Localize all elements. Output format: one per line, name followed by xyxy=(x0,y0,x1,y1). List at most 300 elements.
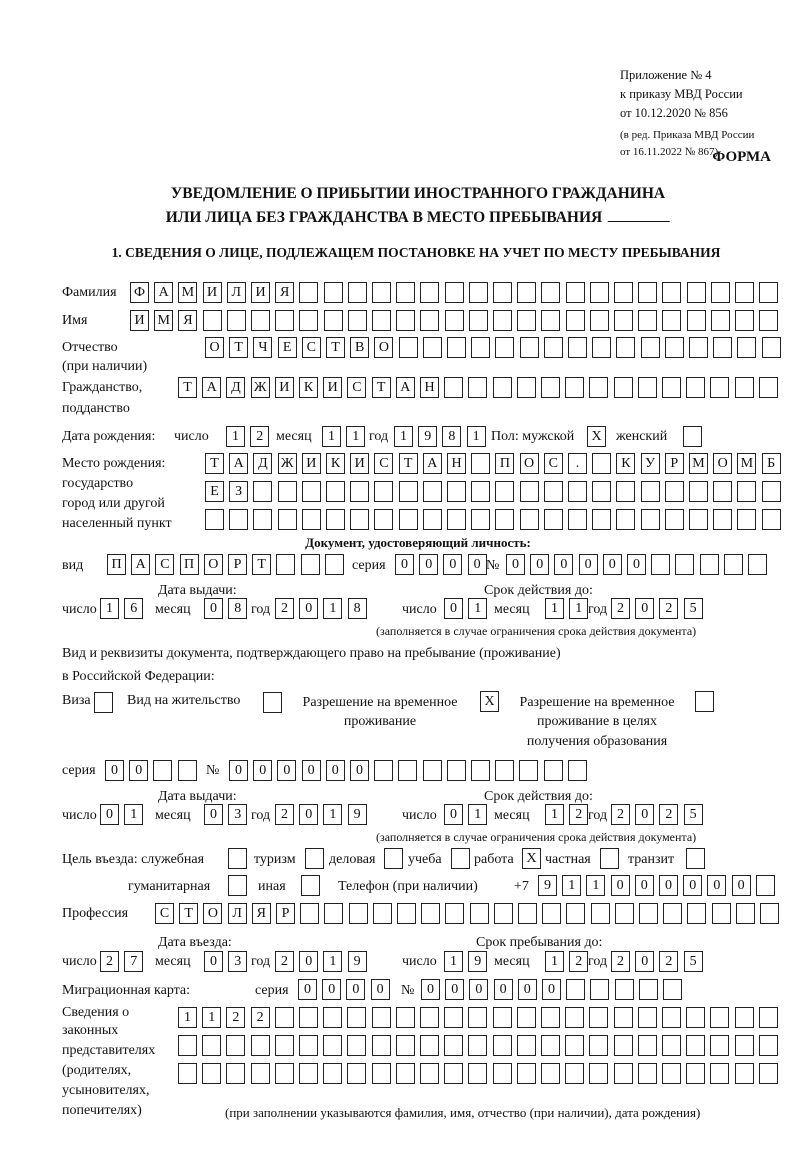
char-box[interactable] xyxy=(662,1063,681,1084)
char-box[interactable]: 1 xyxy=(444,951,463,972)
char-box[interactable] xyxy=(348,282,367,303)
char-box[interactable] xyxy=(326,481,345,502)
char-box[interactable] xyxy=(710,1035,729,1056)
char-box[interactable]: З xyxy=(229,481,248,502)
char-box[interactable] xyxy=(665,481,684,502)
char-box[interactable]: 0 xyxy=(204,598,223,619)
char-box[interactable]: 2 xyxy=(275,951,294,972)
char-box[interactable]: Б xyxy=(762,453,781,474)
char-box[interactable] xyxy=(275,1007,294,1028)
char-box[interactable] xyxy=(447,760,466,781)
char-box[interactable] xyxy=(542,903,561,924)
char-box[interactable] xyxy=(372,1035,391,1056)
char-box[interactable]: 5 xyxy=(684,804,703,825)
char-box[interactable] xyxy=(251,1035,270,1056)
char-box[interactable] xyxy=(447,509,466,530)
char-box[interactable] xyxy=(748,554,767,575)
char-box[interactable] xyxy=(759,310,778,331)
char-box[interactable] xyxy=(251,310,270,331)
char-box[interactable] xyxy=(590,310,609,331)
char-box[interactable]: 0 xyxy=(444,804,463,825)
char-box[interactable]: 3 xyxy=(228,804,247,825)
char-box[interactable] xyxy=(641,481,660,502)
char-box[interactable]: 7 xyxy=(124,951,143,972)
char-box[interactable] xyxy=(662,310,681,331)
char-box[interactable]: Р xyxy=(228,554,247,575)
char-box[interactable] xyxy=(756,875,775,896)
char-box[interactable]: 0 xyxy=(469,979,488,1000)
char-box[interactable] xyxy=(447,337,466,358)
char-box[interactable] xyxy=(760,903,779,924)
char-box[interactable]: 1 xyxy=(569,598,588,619)
char-box[interactable] xyxy=(347,1063,366,1084)
char-box[interactable] xyxy=(302,509,321,530)
char-box[interactable]: Т xyxy=(179,903,198,924)
char-box[interactable] xyxy=(544,509,563,530)
char-box[interactable]: О xyxy=(713,453,732,474)
char-box[interactable]: 1 xyxy=(202,1007,221,1028)
char-box[interactable] xyxy=(469,282,488,303)
char-box[interactable]: 0 xyxy=(506,554,525,575)
char-box[interactable]: Н xyxy=(420,377,439,398)
char-box[interactable] xyxy=(687,903,706,924)
char-box[interactable]: О xyxy=(520,453,539,474)
char-box[interactable]: 0 xyxy=(350,760,369,781)
char-box[interactable] xyxy=(638,1063,657,1084)
char-box[interactable] xyxy=(469,310,488,331)
char-box[interactable] xyxy=(495,481,514,502)
char-box[interactable] xyxy=(326,509,345,530)
char-box[interactable]: С xyxy=(347,377,366,398)
char-box[interactable]: 0 xyxy=(683,875,702,896)
char-box[interactable]: Е xyxy=(205,481,224,502)
char-box[interactable]: Е xyxy=(278,337,297,358)
char-box[interactable]: 2 xyxy=(569,951,588,972)
char-box[interactable] xyxy=(614,1007,633,1028)
char-box[interactable] xyxy=(735,1063,754,1084)
char-box[interactable]: Т xyxy=(372,377,391,398)
char-box[interactable] xyxy=(735,1007,754,1028)
char-box[interactable] xyxy=(517,282,536,303)
char-box[interactable] xyxy=(299,310,318,331)
char-box[interactable]: 0 xyxy=(100,804,119,825)
char-box[interactable]: К xyxy=(299,377,318,398)
checkbox-cell[interactable] xyxy=(228,848,247,869)
char-box[interactable]: 1 xyxy=(467,426,486,447)
char-box[interactable] xyxy=(713,481,732,502)
char-box[interactable] xyxy=(420,1063,439,1084)
char-box[interactable] xyxy=(396,1063,415,1084)
char-box[interactable] xyxy=(302,481,321,502)
char-box[interactable]: О xyxy=(204,554,223,575)
char-box[interactable]: 2 xyxy=(275,804,294,825)
char-box[interactable] xyxy=(323,1007,342,1028)
char-box[interactable] xyxy=(399,481,418,502)
char-box[interactable] xyxy=(592,481,611,502)
char-box[interactable]: Ф xyxy=(130,282,149,303)
char-box[interactable] xyxy=(178,1063,197,1084)
char-box[interactable]: 8 xyxy=(228,598,247,619)
char-box[interactable]: В xyxy=(350,337,369,358)
char-box[interactable]: 6 xyxy=(124,598,143,619)
char-box[interactable]: 0 xyxy=(229,760,248,781)
checkbox-cell[interactable] xyxy=(451,848,470,869)
char-box[interactable] xyxy=(445,310,464,331)
char-box[interactable] xyxy=(493,1035,512,1056)
char-box[interactable] xyxy=(420,310,439,331)
char-box[interactable]: С xyxy=(302,337,321,358)
char-box[interactable]: 0 xyxy=(732,875,751,896)
char-box[interactable] xyxy=(468,1063,487,1084)
char-box[interactable] xyxy=(372,282,391,303)
char-box[interactable]: К xyxy=(326,453,345,474)
char-box[interactable]: 1 xyxy=(562,875,581,896)
char-box[interactable]: . xyxy=(568,453,587,474)
char-box[interactable]: П xyxy=(495,453,514,474)
char-box[interactable] xyxy=(614,1063,633,1084)
char-box[interactable] xyxy=(444,1035,463,1056)
char-box[interactable]: 9 xyxy=(418,426,437,447)
char-box[interactable]: 1 xyxy=(178,1007,197,1028)
char-box[interactable]: С xyxy=(374,453,393,474)
char-box[interactable]: 2 xyxy=(569,804,588,825)
char-box[interactable] xyxy=(589,1007,608,1028)
char-box[interactable] xyxy=(444,377,463,398)
char-box[interactable]: 5 xyxy=(684,951,703,972)
char-box[interactable]: 2 xyxy=(659,598,678,619)
char-box[interactable] xyxy=(589,1063,608,1084)
char-box[interactable]: С xyxy=(544,453,563,474)
char-box[interactable] xyxy=(495,509,514,530)
char-box[interactable]: 1 xyxy=(468,598,487,619)
char-box[interactable] xyxy=(396,1035,415,1056)
char-box[interactable]: Р xyxy=(665,453,684,474)
char-box[interactable]: 0 xyxy=(445,979,464,1000)
char-box[interactable]: 9 xyxy=(348,804,367,825)
char-box[interactable]: 5 xyxy=(684,598,703,619)
char-box[interactable]: 0 xyxy=(371,979,390,1000)
char-box[interactable]: 9 xyxy=(468,951,487,972)
char-box[interactable] xyxy=(686,1007,705,1028)
char-box[interactable] xyxy=(278,481,297,502)
char-box[interactable] xyxy=(544,481,563,502)
char-box[interactable] xyxy=(468,1007,487,1028)
char-box[interactable]: И xyxy=(251,282,270,303)
char-box[interactable] xyxy=(275,310,294,331)
char-box[interactable]: 0 xyxy=(542,979,561,1000)
char-box[interactable] xyxy=(399,337,418,358)
char-box[interactable] xyxy=(323,1035,342,1056)
char-box[interactable] xyxy=(396,1007,415,1028)
char-box[interactable] xyxy=(711,310,730,331)
checkbox-cell[interactable] xyxy=(228,875,247,896)
char-box[interactable]: О xyxy=(203,903,222,924)
char-box[interactable] xyxy=(762,337,781,358)
char-box[interactable]: Т xyxy=(326,337,345,358)
char-box[interactable]: 2 xyxy=(659,804,678,825)
char-box[interactable]: 2 xyxy=(251,1007,270,1028)
char-box[interactable]: 0 xyxy=(518,979,537,1000)
char-box[interactable]: И xyxy=(302,453,321,474)
char-box[interactable] xyxy=(324,903,343,924)
char-box[interactable]: Т xyxy=(252,554,271,575)
char-box[interactable] xyxy=(735,310,754,331)
char-box[interactable] xyxy=(662,1035,681,1056)
char-box[interactable] xyxy=(350,509,369,530)
char-box[interactable]: Д xyxy=(253,453,272,474)
char-box[interactable] xyxy=(638,282,657,303)
char-box[interactable] xyxy=(614,310,633,331)
char-box[interactable] xyxy=(541,1063,560,1084)
char-box[interactable]: 0 xyxy=(419,554,438,575)
char-box[interactable] xyxy=(251,1063,270,1084)
char-box[interactable] xyxy=(615,979,634,1000)
char-box[interactable] xyxy=(493,1007,512,1028)
char-box[interactable]: 0 xyxy=(530,554,549,575)
char-box[interactable]: К xyxy=(616,453,635,474)
char-box[interactable] xyxy=(520,509,539,530)
char-box[interactable] xyxy=(662,377,681,398)
char-box[interactable] xyxy=(544,760,563,781)
char-box[interactable] xyxy=(665,509,684,530)
char-box[interactable]: 2 xyxy=(611,804,630,825)
char-box[interactable] xyxy=(423,760,442,781)
checkbox-cell[interactable] xyxy=(695,691,714,712)
char-box[interactable]: 2 xyxy=(226,1007,245,1028)
char-box[interactable] xyxy=(276,554,295,575)
char-box[interactable]: 8 xyxy=(348,598,367,619)
char-box[interactable] xyxy=(517,1035,536,1056)
char-box[interactable] xyxy=(566,979,585,1000)
char-box[interactable] xyxy=(759,1035,778,1056)
char-box[interactable] xyxy=(568,760,587,781)
checkbox-cell[interactable] xyxy=(301,875,320,896)
char-box[interactable]: 0 xyxy=(277,760,296,781)
char-box[interactable] xyxy=(541,377,560,398)
checkbox-cell[interactable] xyxy=(600,848,619,869)
char-box[interactable] xyxy=(762,509,781,530)
char-box[interactable] xyxy=(735,377,754,398)
char-box[interactable]: 9 xyxy=(538,875,557,896)
char-box[interactable]: У xyxy=(641,453,660,474)
char-box[interactable]: 0 xyxy=(659,875,678,896)
char-box[interactable] xyxy=(471,481,490,502)
char-box[interactable] xyxy=(347,1007,366,1028)
char-box[interactable]: 0 xyxy=(554,554,573,575)
char-box[interactable]: С xyxy=(155,554,174,575)
char-box[interactable]: О xyxy=(374,337,393,358)
char-box[interactable] xyxy=(423,481,442,502)
char-box[interactable]: 3 xyxy=(228,951,247,972)
char-box[interactable]: П xyxy=(180,554,199,575)
checkbox-cell[interactable]: X xyxy=(480,691,499,712)
char-box[interactable] xyxy=(687,282,706,303)
char-box[interactable] xyxy=(638,1007,657,1028)
char-box[interactable]: 0 xyxy=(302,760,321,781)
char-box[interactable]: 0 xyxy=(299,951,318,972)
char-box[interactable]: 0 xyxy=(707,875,726,896)
char-box[interactable] xyxy=(300,903,319,924)
char-box[interactable] xyxy=(373,903,392,924)
checkbox-cell[interactable] xyxy=(263,692,282,713)
char-box[interactable]: 1 xyxy=(468,804,487,825)
char-box[interactable]: А xyxy=(229,453,248,474)
char-box[interactable]: Т xyxy=(399,453,418,474)
char-box[interactable]: Д xyxy=(226,377,245,398)
char-box[interactable]: 1 xyxy=(346,426,365,447)
char-box[interactable]: А xyxy=(154,282,173,303)
char-box[interactable] xyxy=(493,310,512,331)
char-box[interactable]: 0 xyxy=(635,875,654,896)
char-box[interactable]: 1 xyxy=(323,598,342,619)
char-box[interactable]: И xyxy=(323,377,342,398)
char-box[interactable]: 0 xyxy=(326,760,345,781)
char-box[interactable]: 0 xyxy=(579,554,598,575)
char-box[interactable] xyxy=(614,377,633,398)
char-box[interactable]: 0 xyxy=(603,554,622,575)
char-box[interactable] xyxy=(349,903,368,924)
char-box[interactable] xyxy=(495,337,514,358)
char-box[interactable] xyxy=(710,1007,729,1028)
char-box[interactable] xyxy=(616,481,635,502)
char-box[interactable] xyxy=(202,1063,221,1084)
char-box[interactable] xyxy=(324,310,343,331)
char-box[interactable] xyxy=(374,760,393,781)
char-box[interactable] xyxy=(399,509,418,530)
char-box[interactable]: М xyxy=(689,453,708,474)
char-box[interactable] xyxy=(519,760,538,781)
char-box[interactable] xyxy=(689,481,708,502)
char-box[interactable] xyxy=(494,903,513,924)
char-box[interactable] xyxy=(372,1063,391,1084)
char-box[interactable] xyxy=(299,1035,318,1056)
char-box[interactable] xyxy=(253,481,272,502)
char-box[interactable]: 2 xyxy=(659,951,678,972)
char-box[interactable] xyxy=(568,337,587,358)
char-box[interactable] xyxy=(737,481,756,502)
char-box[interactable]: М xyxy=(737,453,756,474)
char-box[interactable]: 9 xyxy=(348,951,367,972)
char-box[interactable] xyxy=(615,903,634,924)
char-box[interactable] xyxy=(614,1035,633,1056)
char-box[interactable] xyxy=(253,509,272,530)
char-box[interactable] xyxy=(616,337,635,358)
char-box[interactable] xyxy=(495,760,514,781)
char-box[interactable] xyxy=(565,1007,584,1028)
char-box[interactable] xyxy=(616,509,635,530)
char-box[interactable] xyxy=(226,1035,245,1056)
char-box[interactable] xyxy=(735,1035,754,1056)
char-box[interactable]: 1 xyxy=(545,951,564,972)
char-box[interactable] xyxy=(686,1063,705,1084)
char-box[interactable] xyxy=(423,337,442,358)
char-box[interactable] xyxy=(565,1035,584,1056)
char-box[interactable] xyxy=(396,310,415,331)
char-box[interactable] xyxy=(759,282,778,303)
char-box[interactable]: С xyxy=(155,903,174,924)
char-box[interactable]: Н xyxy=(447,453,466,474)
char-box[interactable] xyxy=(686,1035,705,1056)
char-box[interactable]: И xyxy=(203,282,222,303)
char-box[interactable]: 1 xyxy=(545,598,564,619)
char-box[interactable]: Л xyxy=(228,903,247,924)
char-box[interactable] xyxy=(663,979,682,1000)
char-box[interactable] xyxy=(589,1035,608,1056)
char-box[interactable]: 0 xyxy=(346,979,365,1000)
char-box[interactable] xyxy=(493,377,512,398)
char-box[interactable] xyxy=(275,1035,294,1056)
char-box[interactable] xyxy=(639,903,658,924)
char-box[interactable]: 0 xyxy=(129,760,148,781)
char-box[interactable] xyxy=(471,509,490,530)
char-box[interactable] xyxy=(153,760,172,781)
char-box[interactable] xyxy=(710,1063,729,1084)
char-box[interactable] xyxy=(517,310,536,331)
char-box[interactable]: 0 xyxy=(468,554,487,575)
char-box[interactable] xyxy=(662,282,681,303)
char-box[interactable] xyxy=(374,481,393,502)
char-box[interactable] xyxy=(229,509,248,530)
char-box[interactable]: 0 xyxy=(635,804,654,825)
char-box[interactable] xyxy=(372,1007,391,1028)
char-box[interactable] xyxy=(689,337,708,358)
char-box[interactable]: 2 xyxy=(611,951,630,972)
char-box[interactable]: Т xyxy=(229,337,248,358)
char-box[interactable] xyxy=(566,310,585,331)
char-box[interactable] xyxy=(566,903,585,924)
char-box[interactable]: 0 xyxy=(635,951,654,972)
char-box[interactable]: 2 xyxy=(611,598,630,619)
char-box[interactable] xyxy=(471,760,490,781)
char-box[interactable]: 0 xyxy=(299,804,318,825)
char-box[interactable]: Ч xyxy=(253,337,272,358)
char-box[interactable] xyxy=(299,1063,318,1084)
char-box[interactable] xyxy=(592,509,611,530)
char-box[interactable] xyxy=(374,509,393,530)
char-box[interactable] xyxy=(724,554,743,575)
char-box[interactable] xyxy=(736,903,755,924)
char-box[interactable]: Ж xyxy=(278,453,297,474)
char-box[interactable] xyxy=(759,1063,778,1084)
char-box[interactable] xyxy=(589,377,608,398)
char-box[interactable] xyxy=(735,282,754,303)
char-box[interactable]: 0 xyxy=(627,554,646,575)
char-box[interactable] xyxy=(687,310,706,331)
char-box[interactable]: 2 xyxy=(275,598,294,619)
char-box[interactable] xyxy=(202,1035,221,1056)
char-box[interactable] xyxy=(641,337,660,358)
char-box[interactable] xyxy=(299,1007,318,1028)
place-blank[interactable] xyxy=(608,207,670,222)
checkbox-cell[interactable] xyxy=(686,848,705,869)
char-box[interactable]: И xyxy=(350,453,369,474)
char-box[interactable] xyxy=(301,554,320,575)
char-box[interactable] xyxy=(518,903,537,924)
char-box[interactable] xyxy=(348,310,367,331)
char-box[interactable] xyxy=(662,1007,681,1028)
char-box[interactable] xyxy=(737,337,756,358)
char-box[interactable]: Р xyxy=(276,903,295,924)
char-box[interactable]: 0 xyxy=(395,554,414,575)
char-box[interactable] xyxy=(638,377,657,398)
char-box[interactable] xyxy=(421,903,440,924)
char-box[interactable] xyxy=(325,554,344,575)
checkbox-cell[interactable]: X xyxy=(522,848,541,869)
char-box[interactable]: 1 xyxy=(545,804,564,825)
char-box[interactable] xyxy=(639,979,658,1000)
char-box[interactable] xyxy=(520,337,539,358)
char-box[interactable]: Я xyxy=(178,310,197,331)
